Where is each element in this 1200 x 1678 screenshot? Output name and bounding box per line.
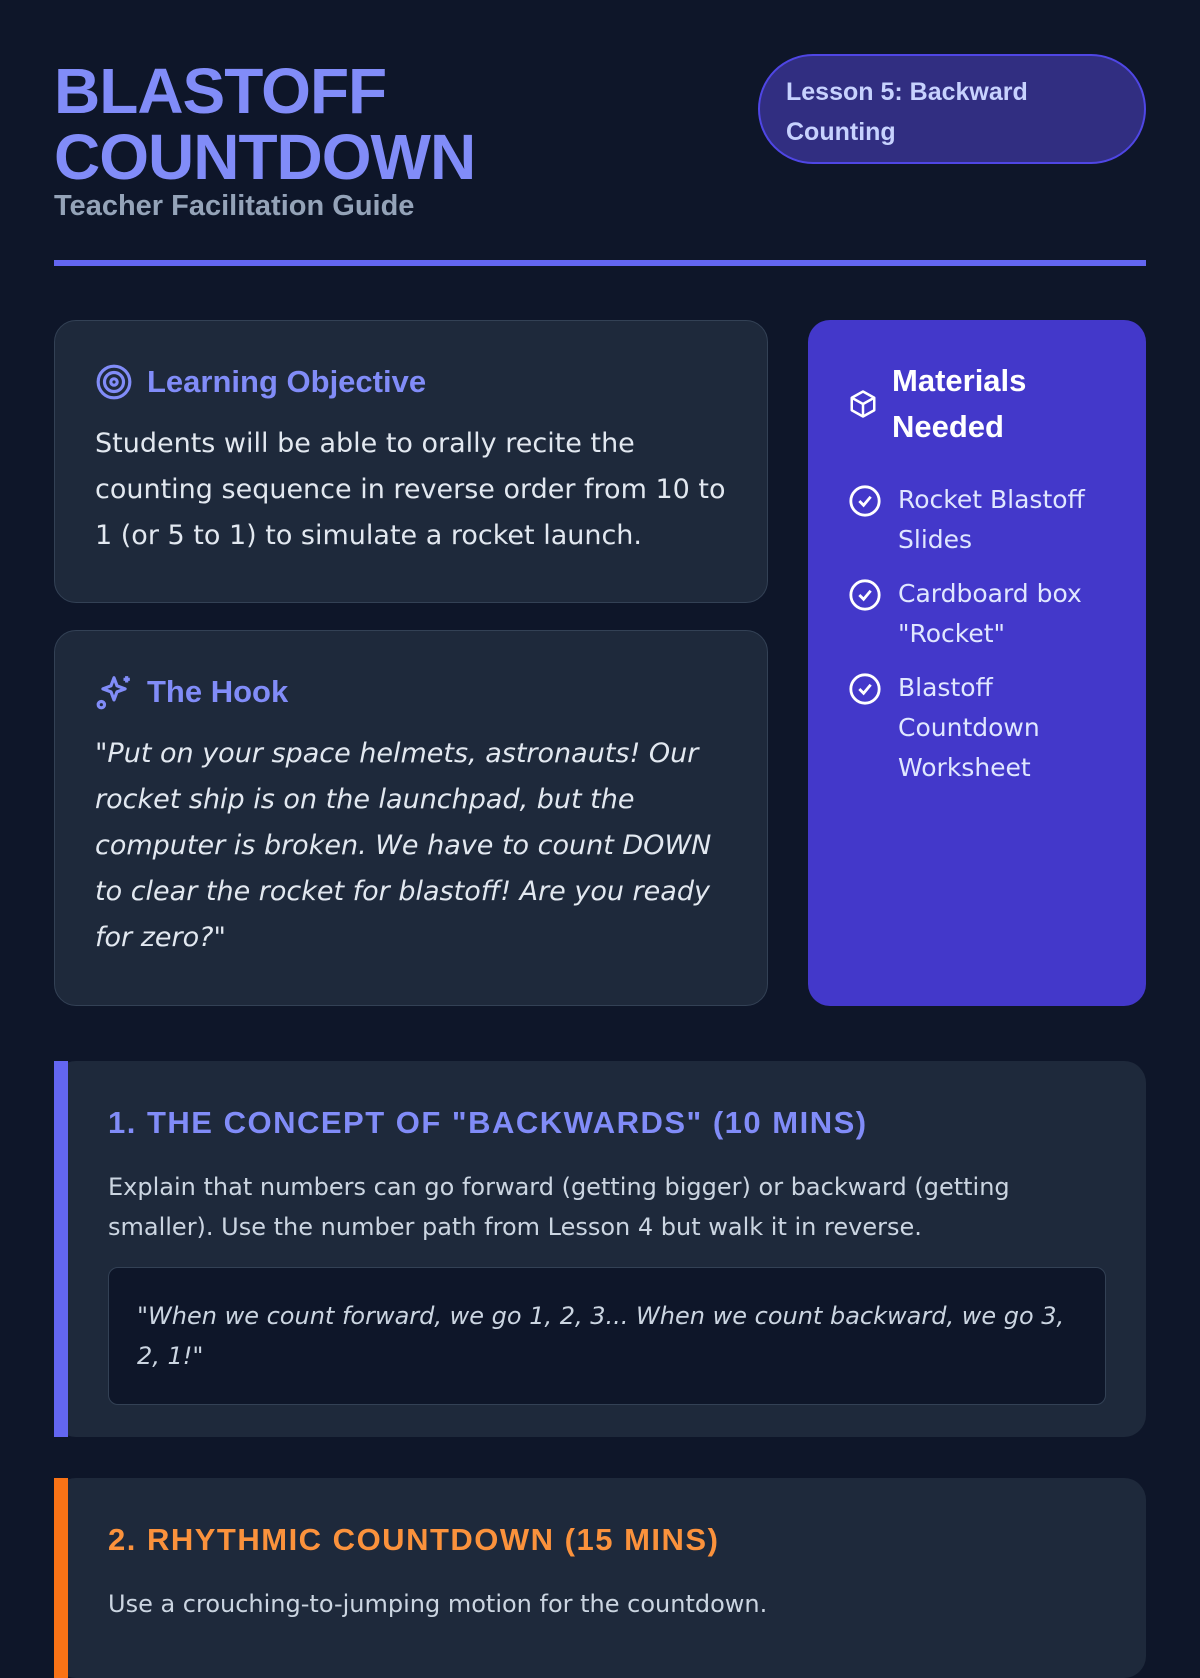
header [54, 0, 1146, 266]
hook-card [54, 630, 768, 1006]
lesson-badge: Lesson 5: Backward Counting [758, 54, 1146, 164]
sparkles-icon [95, 673, 133, 711]
check-circle-icon [848, 484, 882, 518]
material-label: Cardboard box "Rocket" [898, 579, 1082, 648]
list-item [848, 574, 1106, 654]
title-line-2: COUNTDOWN [54, 121, 476, 193]
list-item [848, 480, 1106, 560]
step-2-title: 2. RHYTHMIC COUNTDOWN (15 MINS) [108, 1522, 720, 1557]
page-title [54, 55, 574, 193]
materials-title: Materials Needed [892, 363, 1027, 444]
title-line-1: BLASTOFF [54, 55, 387, 127]
hook-text: "Put on your space helmets, astronauts! Our rocket ship is on the launchpad, but the computer is broken. We have to count DOWN to clear the rocket for blastoff! Are you ready for zero?" [95, 738, 712, 953]
box-icon [848, 389, 878, 419]
check-circle-icon [848, 672, 882, 706]
hook-title: The Hook [147, 674, 289, 709]
learning-objective-card [54, 320, 768, 603]
material-label: Rocket Blastoff Slides [898, 485, 1085, 554]
step-1-section [54, 1061, 1146, 1437]
learning-objective-heading [95, 363, 727, 401]
target-icon [95, 363, 133, 401]
learning-objective-text: Students will be able to orally recite the counting sequence in reverse order from 10 to 1 (or 5 to 1) to simulate a rocket launch. [95, 428, 726, 551]
step-2-section [54, 1478, 1146, 1678]
step-2-text: Use a crouching-to-jumping motion for the countdown. [108, 1590, 768, 1618]
hook-heading [95, 673, 727, 711]
step-1-text: Explain that numbers can go forward (getting bigger) or backward (getting smaller). Use the number path from Lesson 4 but walk it in reverse. [108, 1173, 1010, 1241]
materials-heading [848, 358, 1106, 450]
page-subtitle: Teacher Facilitation Guide [54, 190, 415, 222]
list-item [848, 668, 1106, 788]
check-circle-icon [848, 578, 882, 612]
learning-objective-title: Learning Objective [147, 364, 427, 399]
material-label: Blastoff Countdown Worksheet [898, 673, 1040, 782]
header-divider [54, 260, 1146, 266]
materials-list [848, 480, 1106, 788]
materials-panel [808, 320, 1146, 1006]
step-1-quote: "When we count forward, we go 1, 2, 3... When we count backward, we go 3, 2, 1!" [108, 1267, 1106, 1405]
step-1-title: 1. THE CONCEPT OF "BACKWARDS" (10 MINS) [108, 1105, 868, 1140]
